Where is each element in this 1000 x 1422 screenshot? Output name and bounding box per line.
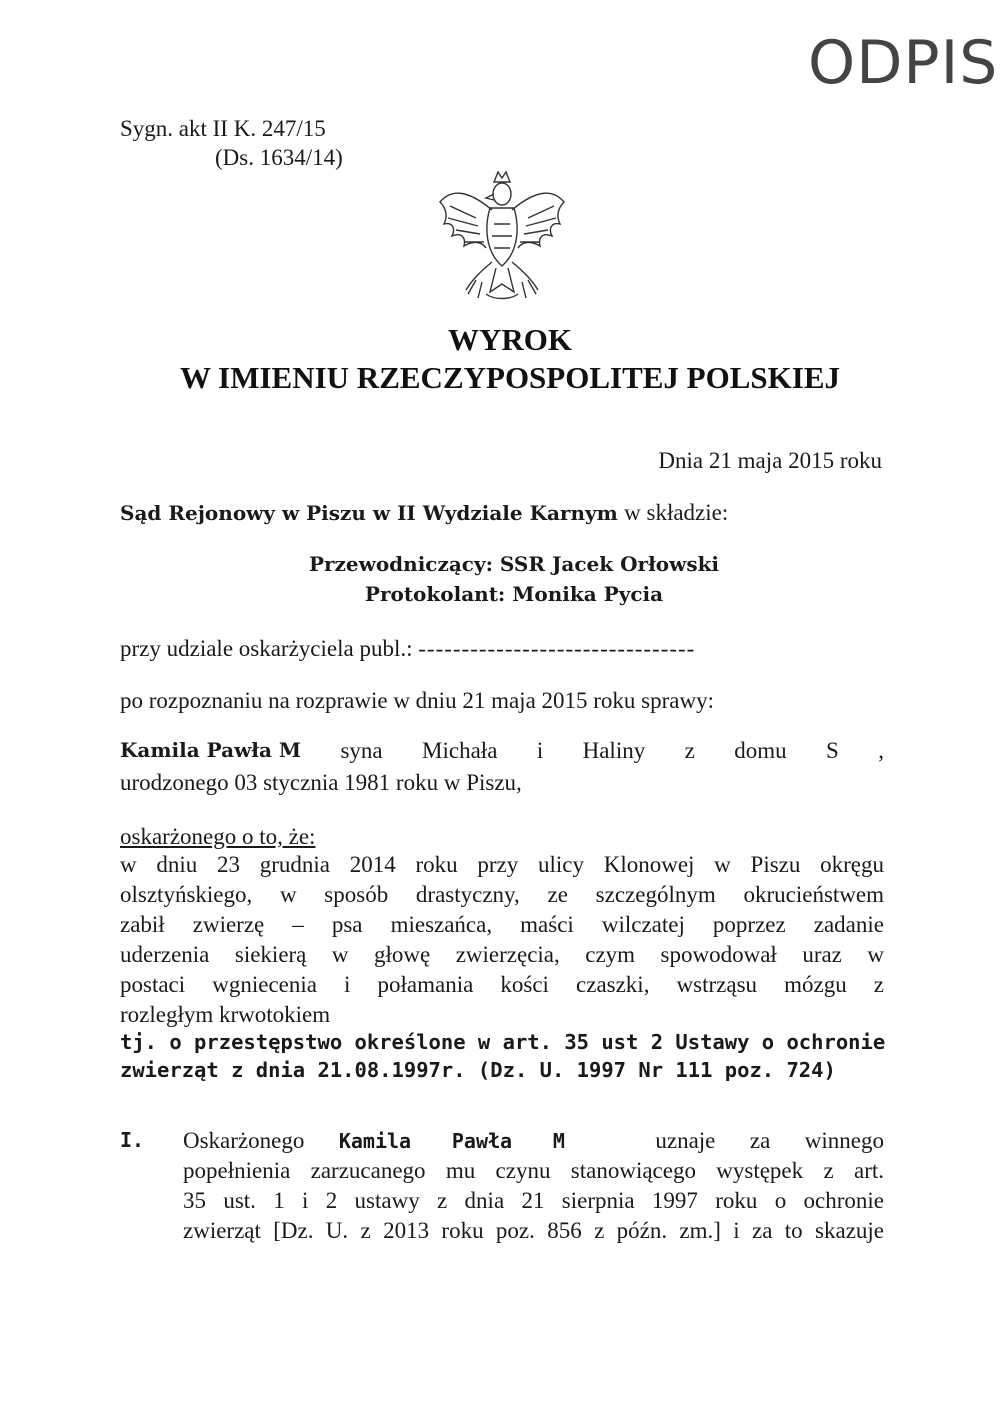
judgment-date: Dnia 21 maja 2015 roku — [658, 448, 882, 473]
odpis-stamp: ODPIS — [808, 28, 999, 98]
accusation-heading: oskarżonego o to, że: — [120, 824, 316, 849]
accusation-line: zabił zwierzę – psa mieszańca, maści wilczatej poprzez zadanie — [120, 912, 884, 937]
court-clerk: Protokolant: Monika Pycia — [364, 582, 664, 606]
defendant-word: S — [826, 738, 839, 763]
defendant-name: Kamila Pawła M — [120, 738, 302, 762]
section-number: I. — [120, 1128, 145, 1152]
hearing-line: po rozpoznaniu na rozprawie w dniu 21 maja 2015 roku sprawy: — [120, 688, 715, 713]
document-title: WYROK — [448, 322, 572, 357]
section-tail: uznaje za winnego — [655, 1128, 884, 1153]
prosecution-reference: (Ds. 1634/14) — [215, 145, 343, 170]
case-signature: Sygn. akt II K. 247/15 — [120, 116, 326, 141]
accusation-line: postaci wgniecenia i połamania kości czaszki, wstrząsu mózgu z — [120, 972, 884, 997]
accusation-line: rozległym krwotokiem — [120, 1002, 331, 1027]
defendant-line — [120, 738, 884, 764]
defendant-word: domu — [734, 738, 787, 763]
document-subtitle: W IMIENIU RZECZYPOSPOLITEJ POLSKIEJ — [179, 360, 841, 395]
prosecutor-label: przy udziale oskarżyciela publ.: — [120, 636, 413, 661]
court-name: Sąd Rejonowy w Piszu w II Wydziale Karnym — [120, 501, 618, 525]
prosecutor-value: -------------------------------- — [418, 636, 696, 661]
accusation-line: uderzenia siekierą w głowę zwierzęcia, czym spowodował uraz w — [120, 942, 884, 967]
court-suffix: w składzie: — [624, 500, 729, 525]
accusation-line: olsztyńskiego, w sposób drastyczny, ze szczególnym okrucieństwem — [120, 882, 884, 907]
presiding-judge: Przewodniczący: SSR Jacek Orłowski — [308, 552, 720, 576]
section-line: 35 ust. 1 i 2 ustawy z dnia 21 sierpnia 1997 roku o ochronie — [183, 1188, 884, 1213]
charge-legal-basis: zwierząt z dnia 21.08.1997r. (Dz. U. 1997 Nr 111 poz. 724) — [120, 1058, 836, 1082]
section-line: popełnienia zarzucanego mu czynu stanowiącego występek z art. — [183, 1158, 884, 1183]
defendant-birth: urodzonego 03 stycznia 1981 roku w Piszu, — [120, 770, 522, 795]
court-composition — [120, 500, 728, 526]
defendant-word: Haliny — [582, 738, 646, 763]
defendant-word: i — [536, 738, 544, 763]
defendant-word: , — [878, 738, 884, 763]
accusation-line: w dniu 23 grudnia 2014 roku przy ulicy Klonowej w Piszu okręgu — [120, 852, 884, 877]
section-lead: Oskarżonego — [183, 1128, 305, 1153]
defendant-word: syna — [340, 738, 383, 763]
polish-eagle-emblem-icon — [436, 168, 568, 306]
defendant-word: z — [684, 738, 695, 763]
defendant-word: Michała — [422, 738, 498, 763]
section-line: zwierząt [Dz. U. z 2013 roku poz. 856 z późn. zm.] i za to skazuje — [183, 1218, 884, 1243]
section-first-line — [183, 1128, 884, 1154]
charge-legal-basis: tj. o przestępstwo określone w art. 35 ust 2 Ustawy o ochronie — [120, 1030, 886, 1054]
section-defendant-name: Kamila Pawła M — [338, 1129, 565, 1153]
prosecutor-line — [120, 636, 695, 662]
